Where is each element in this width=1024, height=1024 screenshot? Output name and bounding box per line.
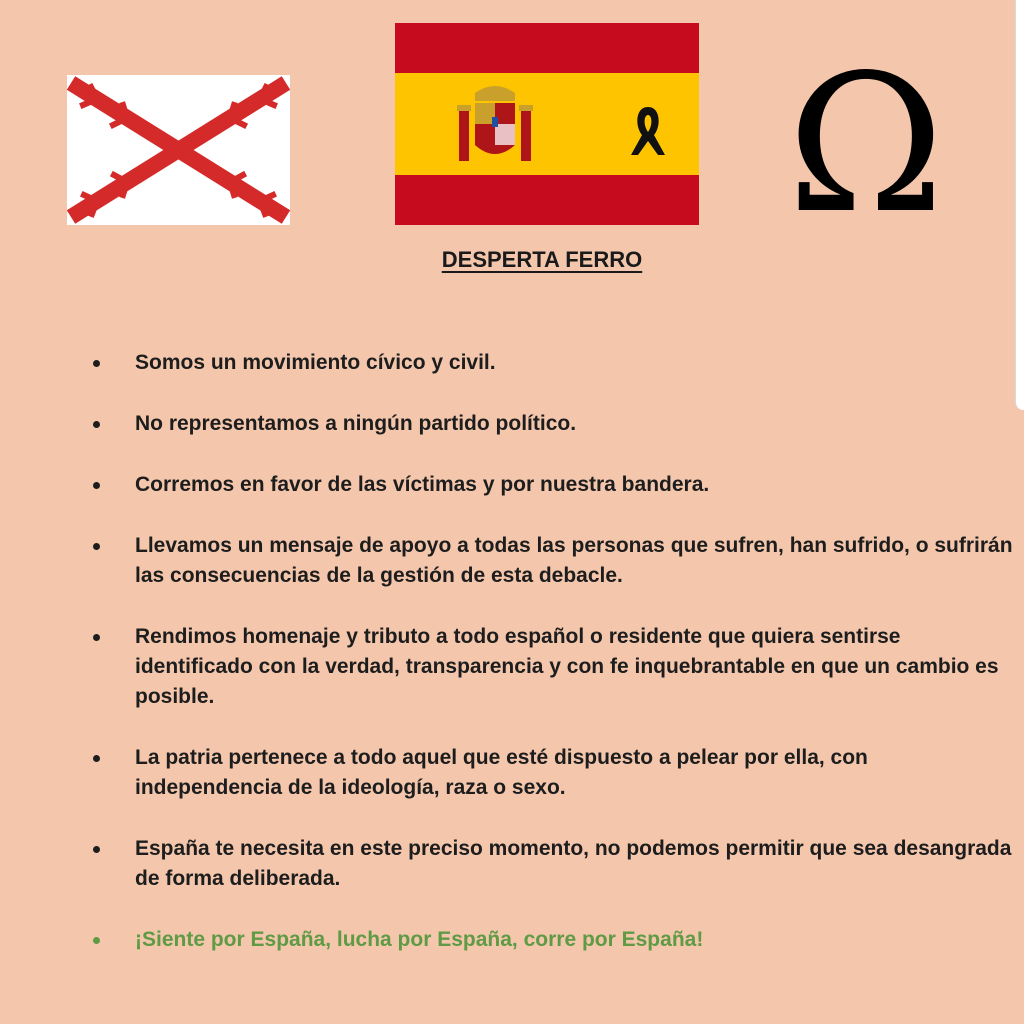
cross-of-burgundy-flag-icon bbox=[67, 75, 290, 225]
slogan-text: ¡Siente por España, lucha por España, corre por España! bbox=[135, 928, 704, 951]
spain-flag-with-black-ribbon-icon bbox=[395, 23, 699, 225]
bullet-dot-icon bbox=[93, 755, 100, 762]
slogan-list-item bbox=[88, 925, 1018, 955]
list-item bbox=[88, 409, 1018, 439]
bullet-dot-icon bbox=[93, 543, 100, 550]
list-item-text: La patria pertenece a todo aquel que esté dispuesto a pelear por ella, con independencia de la ideología, raza o sexo. bbox=[135, 746, 868, 799]
list-item bbox=[88, 743, 1018, 803]
bullet-dot-icon bbox=[93, 937, 100, 944]
list-item-text: Llevamos un mensaje de apoyo a todas las personas que sufren, han sufrido, o sufrirán las consecuencias de la gestión de esta debacle. bbox=[135, 534, 1013, 587]
list-item-text: No representamos a ningún partido político. bbox=[135, 412, 577, 435]
list-item-text: España te necesita en este preciso momento, no podemos permitir que sea desangrada de forma deliberada. bbox=[135, 837, 1012, 890]
list-item bbox=[88, 470, 1018, 500]
bullet-dot-icon bbox=[93, 634, 100, 641]
omega-symbol: Ω bbox=[787, 34, 945, 255]
list-item bbox=[88, 531, 1018, 591]
bullet-dot-icon bbox=[93, 482, 100, 489]
list-item-text: Rendimos homenaje y tributo a todo español o residente que quiera sentirse identificado con la verdad, transparencia y con fe inquebrantable en que un cambio es posible. bbox=[135, 625, 999, 708]
page-title: DESPERTA FERRO bbox=[441, 247, 643, 272]
list-item-text: Somos un movimiento cívico y civil. bbox=[135, 351, 496, 374]
bullet-dot-icon bbox=[93, 421, 100, 428]
bullet-dot-icon bbox=[93, 360, 100, 367]
list-item bbox=[88, 622, 1018, 712]
list-item-text: Corremos en favor de las víctimas y por nuestra bandera. bbox=[135, 473, 710, 496]
bullet-dot-icon bbox=[93, 846, 100, 853]
list-item bbox=[88, 348, 1018, 378]
list-item bbox=[88, 834, 1018, 894]
manifesto-list bbox=[88, 348, 1018, 986]
